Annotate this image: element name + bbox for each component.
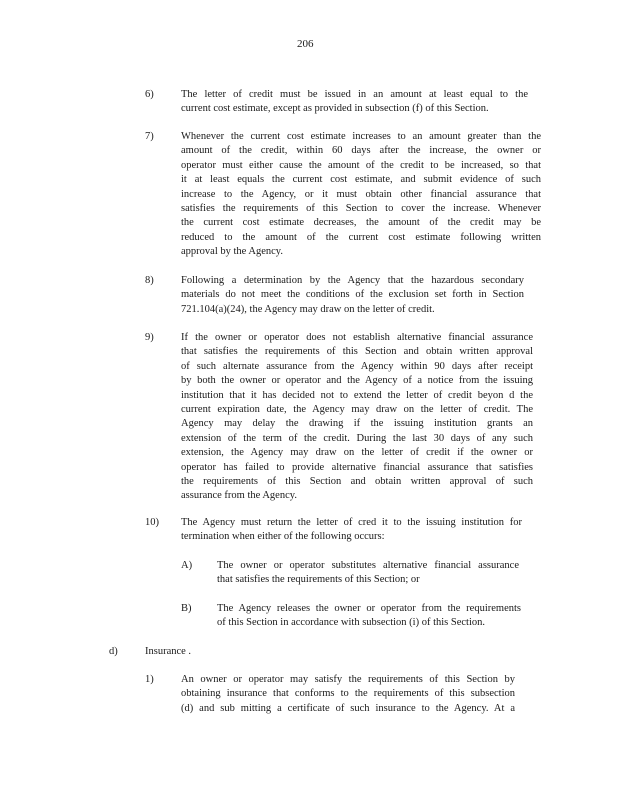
text-line: operator must either cause the amount of the credit to be increased, so that: [181, 159, 541, 171]
heading-text: Insurance .: [145, 646, 192, 657]
text-line: approval by the Agency.: [181, 246, 283, 258]
text-line: The letter of credit must be issued in an amount at least equal to the: [181, 89, 528, 100]
text-line: The Agency releases the owner or operator from the requirements: [217, 603, 521, 614]
text-line: operator has failed to provide alternative financial assurance that satisfies: [181, 461, 533, 473]
paragraph-8: [181, 274, 524, 317]
text-line: reduced to the amount of the current cost estimate following written: [181, 231, 541, 243]
paragraph-10-a: [217, 559, 519, 588]
text-line: The Agency must return the letter of cred it to the issuing institution for: [181, 517, 522, 528]
item-number: 10): [145, 517, 159, 528]
text-line: institution that it has decided not to extend the letter of credit beyon d the: [181, 389, 533, 401]
item-number: 9): [145, 332, 154, 343]
item-number: A): [181, 560, 193, 571]
item-number: B): [181, 603, 192, 614]
section-heading: [145, 645, 191, 659]
text-line: obtaining insurance that conforms to the requirements of this subsection: [181, 688, 515, 700]
text-line: of this Section in accordance with subsection (i) of this Section.: [217, 617, 485, 629]
text-line: that satisfies the requirements of this Section and obtain written approval: [181, 346, 533, 358]
text-line: If the owner or operator does not establish alternative financial assurance: [181, 332, 533, 343]
text-line: of such alternate assurance from the Agency within 90 days after receipt: [181, 360, 533, 372]
paragraph-7: [181, 130, 541, 260]
text-line: An owner or operator may satisfy the requirements of this Section by: [181, 674, 515, 685]
paragraph-9: [181, 331, 533, 504]
text-line: (d) and sub mitting a certificate of such insurance to the Agency. At a: [181, 702, 515, 714]
text-line: extension, the Agency may draw on the letter of credit if the owner or: [181, 447, 533, 459]
paragraph-10-b: [217, 602, 521, 631]
text-line: Whenever the current cost estimate increases to an amount greater than the: [181, 131, 541, 142]
item-number: 7): [145, 131, 154, 142]
text-line: increase to the Agency, or it must obtain other financial assurance that: [181, 188, 541, 200]
text-line: Following a determination by the Agency that the hazardous secondary: [181, 275, 524, 286]
item-number: 8): [145, 275, 154, 286]
text-line: current cost estimate, except as provided in subsection (f) of this Section.: [181, 103, 489, 115]
text-line: it at least equals the current cost estimate, and submit evidence of such: [181, 174, 541, 186]
text-line: extension of the term of the credit. During the last 30 days of any such: [181, 432, 533, 444]
paragraph-d-1: [181, 673, 515, 716]
section-letter: d): [109, 646, 118, 657]
text-line: the requirements of this Section and obtain written approval of such: [181, 476, 533, 488]
text-line: assurance from the Agency.: [181, 490, 297, 502]
text-line: termination when either of the following occurs:: [181, 531, 385, 543]
paragraph-6: [181, 88, 528, 117]
text-line: The owner or operator substitutes alternative financial assurance: [217, 560, 519, 571]
text-line: by both the owner or operator and the Agency of a notice from the issuing: [181, 375, 533, 387]
paragraph-10: [181, 516, 522, 545]
text-line: 721.104(a)(24), the Agency may draw on the letter of credit.: [181, 303, 435, 315]
page-number: 206: [297, 38, 314, 50]
text-line: satisfies the requirements of this Section to cover the increase. Whenever: [181, 203, 541, 215]
text-line: that satisfies the requirements of this Section; or: [217, 574, 420, 586]
text-line: the current cost estimate decreases, the amount of the credit may be: [181, 217, 541, 229]
text-line: current expiration date, the Agency may draw on the letter of credit. The: [181, 404, 533, 416]
text-line: amount of the credit, within 60 days after the increase, the owner or: [181, 145, 541, 157]
text-line: materials do not meet the conditions of the exclusion set forth in Section: [181, 289, 524, 301]
item-number: 6): [145, 89, 154, 100]
item-number: 1): [145, 674, 154, 685]
text-line: Agency may delay the drawing if the issuing institution grants an: [181, 418, 533, 430]
